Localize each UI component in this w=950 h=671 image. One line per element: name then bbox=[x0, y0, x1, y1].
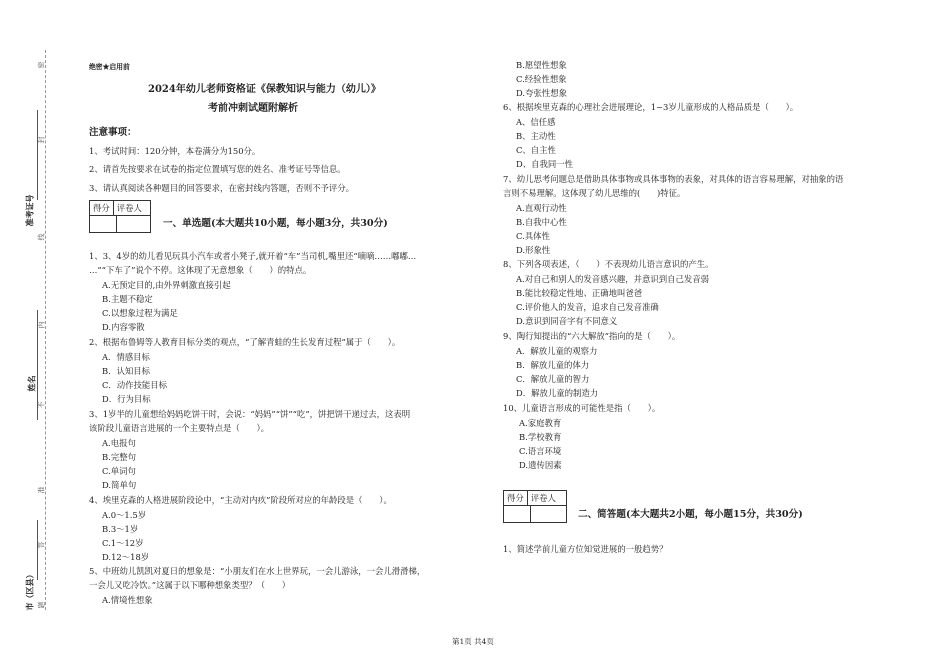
score-label: 得分 bbox=[504, 491, 528, 505]
question-stem: …”“下车了”说个不停。这体现了无意想象（ ）的特点。 bbox=[89, 265, 312, 275]
option: A．情感目标 bbox=[102, 352, 150, 362]
score-box-blank bbox=[89, 216, 151, 233]
binding-mark: 准 bbox=[37, 486, 46, 494]
binding-mark: 内 bbox=[37, 321, 46, 329]
option: B.学校教育 bbox=[519, 432, 562, 442]
question-stem: 2、根据布鲁姆等人教育目标分类的观点，“了解青蛙的生长发育过程”属于（ ）。 bbox=[89, 337, 401, 347]
option: D．解放儿童的制造力 bbox=[516, 388, 599, 398]
option: C.具体性 bbox=[516, 231, 550, 241]
option: B.完整句 bbox=[102, 452, 136, 462]
section2-title: 二、简答题(本大题共2小题，每小题15分，共30分) bbox=[578, 509, 803, 520]
option: A.家庭教育 bbox=[519, 418, 562, 428]
option: A.情境性想象 bbox=[102, 595, 153, 605]
notice-item: 1、考试时间：120分钟，本卷满分为150分。 bbox=[89, 146, 261, 156]
question-stem: 3、1岁半的儿童想给妈妈吃饼干时，会说：“妈妈”“饼”“吃”，饼把饼干递过去，这表明 bbox=[89, 409, 411, 419]
option: C.经验性想象 bbox=[516, 74, 567, 84]
district-label: 市（区县） bbox=[24, 570, 35, 611]
grader-label: 评卷人 bbox=[116, 203, 142, 213]
exam-title: 2024年幼儿老师资格证《保教知识与能力（幼儿）》 bbox=[148, 84, 381, 95]
option: B.愿望性想象 bbox=[516, 60, 567, 70]
option: A、信任感 bbox=[516, 117, 556, 127]
option: C．动作技能目标 bbox=[102, 380, 168, 390]
exam-subtitle: 考前冲刺试题附解析 bbox=[208, 103, 298, 114]
notice-item: 3、请认真阅读各种题目的回答要求，在密封线内答题，否则不予评分。 bbox=[89, 183, 354, 193]
question-stem: 1、简述学前儿童方位知觉进展的一般趋势？ bbox=[503, 544, 668, 554]
question-stem: 1、3、4岁的幼儿看见玩具小汽车或者小凳子,就开着“车”当司机,嘴里还“嘀嘀……嘟嘟… bbox=[89, 251, 417, 261]
score-box-blank bbox=[503, 506, 567, 523]
binding-dashed-line bbox=[45, 50, 46, 610]
option: B.自我中心性 bbox=[516, 217, 567, 227]
question-stem: 该阶段儿童语言进展的一个主要特点是（ ）。 bbox=[89, 423, 270, 433]
option: B.3～1岁 bbox=[102, 524, 139, 534]
option: B.主题不稳定 bbox=[102, 294, 153, 304]
score-box bbox=[89, 200, 151, 216]
option: D.遗传因素 bbox=[519, 460, 562, 470]
option: A.0～1.5岁 bbox=[102, 510, 147, 520]
option: A.对自己和别人的发音感兴趣，并意识到自己发音弱 bbox=[516, 274, 709, 284]
binding-mark: 封 bbox=[37, 136, 46, 144]
option: A．解放儿童的观察力 bbox=[516, 346, 598, 356]
exam-number-underline bbox=[37, 110, 38, 200]
notice-item: 2、请首先按要求在试卷的指定位置填写您的姓名、准考证号等信息。 bbox=[89, 164, 346, 174]
secret-label: 绝密★启用前 bbox=[89, 63, 130, 71]
option: C.评价他人的发音，追求自己发音准确 bbox=[516, 302, 659, 312]
option: B、主动性 bbox=[516, 131, 556, 141]
option: D.形象性 bbox=[516, 245, 551, 255]
exam-number-label: 准考证号 bbox=[24, 194, 35, 227]
option: B.能比较稳定性地、正确地叫爸爸 bbox=[516, 288, 643, 298]
notice-title: 注意事项： bbox=[89, 127, 137, 138]
binding-mark: 不 bbox=[37, 401, 46, 409]
option: B．解放儿童的体力 bbox=[516, 360, 590, 370]
option: D.12～18岁 bbox=[102, 552, 150, 562]
option: A.直观行动性 bbox=[516, 203, 567, 213]
question-stem: 言则不易理解。这体现了幼儿思维的( )特征。 bbox=[503, 188, 686, 198]
score-box bbox=[503, 490, 567, 506]
option: D.简单句 bbox=[102, 480, 137, 490]
option: D.夸张性想象 bbox=[516, 88, 567, 98]
option: B．认知目标 bbox=[102, 366, 151, 376]
score-label: 得分 bbox=[90, 201, 114, 215]
question-stem: 6、根据埃里克森的心理社会进展理论，1~3岁儿童形成的人格品质是（ ）。 bbox=[503, 102, 799, 112]
question-stem: 7、幼儿思考问题总是借助具体事物或具体事物的表象，对具体的语言容易理解，对抽象的语 bbox=[503, 174, 844, 184]
option: A.无预定目的,由外界刺激直接引起 bbox=[102, 280, 231, 290]
option: C、自主性 bbox=[516, 145, 556, 155]
question-stem: 5、中班幼儿凯凯对夏日的想象是：“小朋友们在水上世界玩，一会儿游泳，一会儿滑滑梯， bbox=[89, 566, 426, 576]
grader-label: 评卷人 bbox=[530, 493, 556, 503]
option: C.以想象过程为满足 bbox=[102, 308, 178, 318]
option: D.内容零散 bbox=[102, 322, 145, 332]
district-underline bbox=[37, 520, 38, 580]
question-stem: 9、陶行知提出的“六大解放”指向的是（ ）。 bbox=[503, 331, 681, 341]
option: C．解放儿童的智力 bbox=[516, 374, 590, 384]
option: C.语言环境 bbox=[519, 446, 562, 456]
binding-mark: 答 bbox=[37, 541, 46, 549]
question-stem: 10、儿童语言形成的可能性是指（ ）。 bbox=[503, 403, 661, 413]
binding-mark: 题 bbox=[37, 601, 46, 609]
binding-mark: 密 bbox=[37, 61, 46, 69]
option: D.意识到同音字有不同意义 bbox=[516, 316, 618, 326]
page-number: 第1页 共4页 bbox=[452, 637, 494, 646]
option: C.1～12岁 bbox=[102, 538, 144, 548]
option: D、自我同一性 bbox=[516, 159, 573, 169]
question-stem: 8、下列各项表述，（ ）不表现幼儿语言意识的产生。 bbox=[503, 259, 714, 269]
option: A.电报句 bbox=[102, 438, 136, 448]
option: C.单词句 bbox=[102, 466, 136, 476]
section1-title: 一、单选题(本大题共10小题，每小题3分，共30分) bbox=[163, 218, 388, 229]
option: D．行为目标 bbox=[102, 394, 151, 404]
binding-mark: 线 bbox=[37, 233, 46, 241]
question-stem: 4、埃里克森的人格进展阶段论中，“主动对内疚”阶段所对应的年龄段是（ ）。 bbox=[89, 495, 392, 505]
name-label: 姓名 bbox=[26, 375, 37, 392]
question-stem: 一会儿又吃冷饮。”这属于以下哪种想象类型？（ ） bbox=[89, 580, 291, 590]
